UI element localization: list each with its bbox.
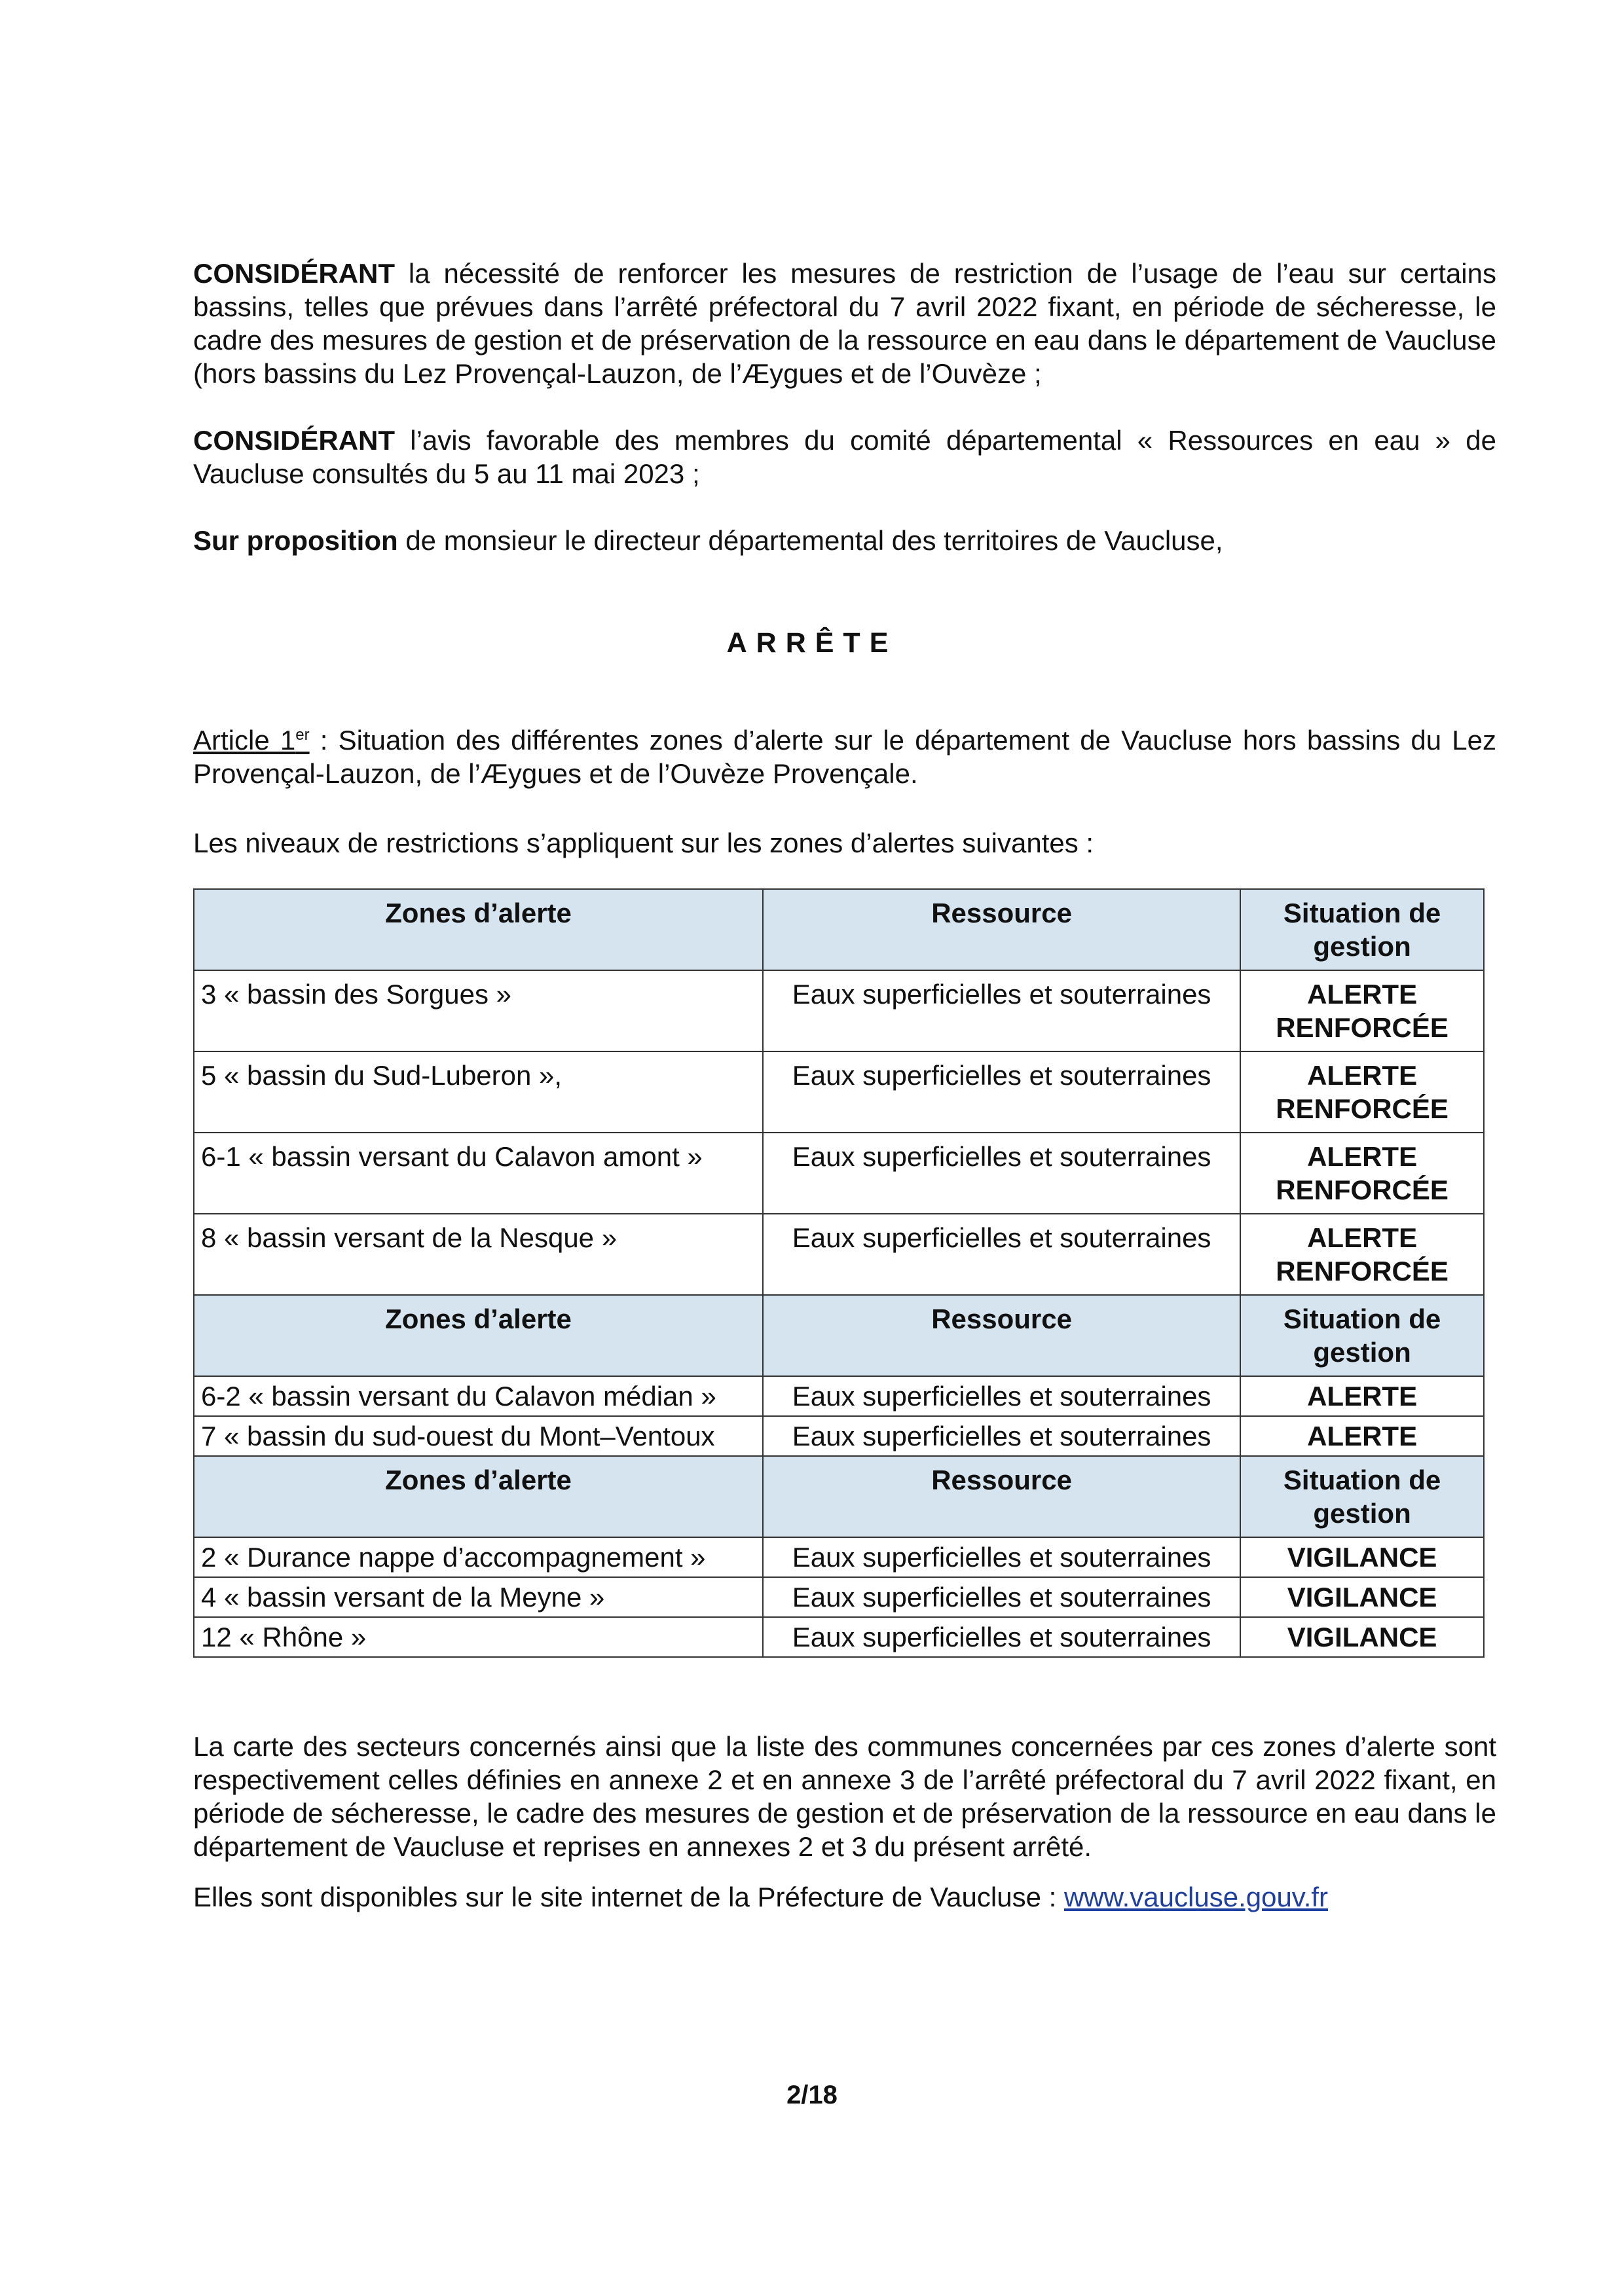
zone-header: Zones d’alerte (194, 1295, 763, 1376)
table-row (194, 1214, 1484, 1295)
zone-cell: 12 « Rhône » (194, 1617, 763, 1657)
ressource-cell: Eaux superficielles et souterraines (763, 1416, 1240, 1456)
zone-cell: 2 « Durance nappe d’accompagnement » (194, 1537, 763, 1577)
ressource-cell: Eaux superficielles et souterraines (763, 1537, 1240, 1577)
zone-header: Zones d’alerte (194, 889, 763, 970)
situation-header: Situation de gestion (1240, 1456, 1484, 1537)
situation-header: Situation de gestion (1240, 1295, 1484, 1376)
alert-zones-table (193, 888, 1485, 1658)
article-label-text: Article 1 (193, 725, 296, 756)
zone-cell: 6-1 « bassin versant du Calavon amont » (194, 1133, 763, 1214)
table-row (194, 1537, 1484, 1577)
arrete-title: ARRÊTE (726, 627, 898, 659)
considerant-text: la nécessité de renforcer les mesures de restriction de l’usage de l’eau sur certains bassins, telles que prévues dans l’arrêté préfectoral du 7 avril 2022 fixant, en période de sécheresse, le cadre des mesures de gestion et de préservation de la ressource en eau dans le département de Vaucluse (hors bassins du Lez Provençal-Lauzon, de l’Æygues et de l’Ouvèze ; (193, 258, 1496, 389)
situation-cell: ALERTE (1240, 1416, 1484, 1456)
prefecture-website-link[interactable]: www.vaucluse.gouv.fr (1063, 1882, 1329, 1912)
considerant-paragraph-2 (193, 424, 1496, 490)
alert-zones-table-body (194, 889, 1484, 1657)
table-row (194, 1577, 1484, 1617)
zone-cell: 5 « bassin du Sud-Luberon », (194, 1051, 763, 1133)
situation-cell: ALERTE (1240, 1376, 1484, 1416)
table-row (194, 1051, 1484, 1133)
article-label (193, 725, 310, 756)
page-number: 2/18 (786, 2081, 838, 2109)
table-row (194, 1416, 1484, 1456)
zone-cell: 8 « bassin versant de la Nesque » (194, 1214, 763, 1295)
considerant-keyword: CONSIDÉRANT (193, 425, 396, 456)
ressource-cell: Eaux superficielles et souterraines (763, 1133, 1240, 1214)
ressource-cell: Eaux superficielles et souterraines (763, 1617, 1240, 1657)
proposition-paragraph (193, 524, 1496, 557)
considerant-keyword: CONSIDÉRANT (193, 258, 396, 289)
situation-cell: ALERTE RENFORCÉE (1240, 1214, 1484, 1295)
table-header-row (194, 889, 1484, 970)
zone-cell: 3 « bassin des Sorgues » (194, 970, 763, 1051)
closing-paragraph: La carte des secteurs concernés ainsi que la liste des communes concernées par ces zones d’alerte sont respectivement celles définies en annexe 2 et en annexe 3 de l’arrêté préfectoral du 7 avril 2022 fixant, en période de sécheresse, le cadre des mesures de gestion et de préservation de la ressource en eau dans le département de Vaucluse et reprises en annexes 2 et 3 du présent arrêté. (193, 1731, 1496, 1862)
table-row (194, 1133, 1484, 1214)
ressource-cell: Eaux superficielles et souterraines (763, 1214, 1240, 1295)
situation-cell: VIGILANCE (1240, 1577, 1484, 1617)
proposition-text: de monsieur le directeur départemental des territoires de Vaucluse, (397, 525, 1223, 556)
article-label-sup: er (295, 726, 310, 744)
ressource-header: Ressource (763, 1295, 1240, 1376)
intro-paragraph: Les niveaux de restrictions s’appliquent sur les zones d’alertes suivantes : (193, 828, 1094, 858)
availability-text: Elles sont disponibles sur le site internet de la Préfecture de Vaucluse : (193, 1882, 1064, 1912)
table-header-row (194, 1295, 1484, 1376)
table-row (194, 1617, 1484, 1657)
table-row (194, 970, 1484, 1051)
availability-paragraph (193, 1880, 1496, 1914)
situation-header: Situation de gestion (1240, 889, 1484, 970)
ressource-cell: Eaux superficielles et souterraines (763, 1376, 1240, 1416)
situation-cell: ALERTE RENFORCÉE (1240, 1051, 1484, 1133)
situation-cell: VIGILANCE (1240, 1537, 1484, 1577)
ressource-header: Ressource (763, 889, 1240, 970)
considerant-text: l’avis favorable des membres du comité départemental « Ressources en eau » de Vaucluse consultés du 5 au 11 mai 2023 ; (193, 425, 1496, 489)
table-header-row (194, 1456, 1484, 1537)
article-text: : Situation des différentes zones d’alerte sur le département de Vaucluse hors bassins du Lez Provençal-Lauzon, de l’Æygues et de l’Ouvèze Provençale. (193, 725, 1497, 789)
ressource-cell: Eaux superficielles et souterraines (763, 970, 1240, 1051)
table-row (194, 1376, 1484, 1416)
situation-cell: ALERTE RENFORCÉE (1240, 970, 1484, 1051)
considerant-paragraph-1 (193, 257, 1496, 390)
ressource-cell: Eaux superficielles et souterraines (763, 1051, 1240, 1133)
zone-cell: 4 « bassin versant de la Meyne » (194, 1577, 763, 1617)
situation-cell: ALERTE RENFORCÉE (1240, 1133, 1484, 1214)
situation-cell: VIGILANCE (1240, 1617, 1484, 1657)
zone-cell: 7 « bassin du sud-ouest du Mont–Ventoux (194, 1416, 763, 1456)
proposition-keyword: Sur proposition (193, 525, 398, 556)
zone-cell: 6-2 « bassin versant du Calavon médian » (194, 1376, 763, 1416)
article-1-paragraph (193, 723, 1496, 790)
zone-header: Zones d’alerte (194, 1456, 763, 1537)
ressource-header: Ressource (763, 1456, 1240, 1537)
ressource-cell: Eaux superficielles et souterraines (763, 1577, 1240, 1617)
